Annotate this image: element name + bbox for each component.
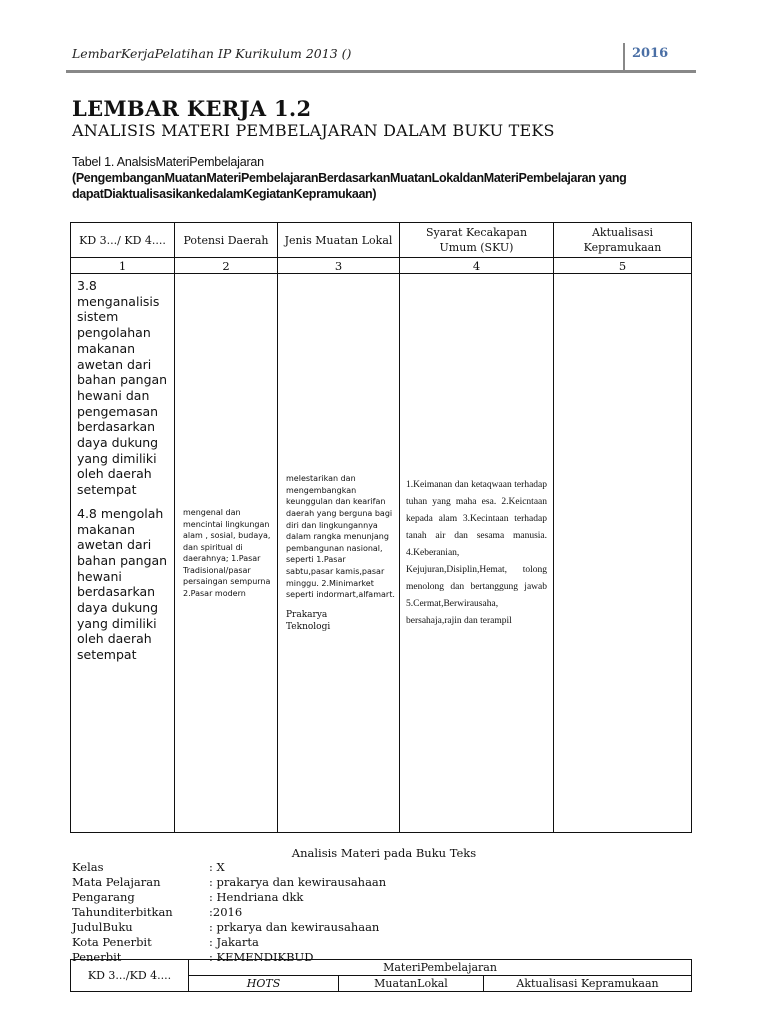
info-row bbox=[72, 920, 386, 935]
header-rule bbox=[66, 70, 696, 73]
table-caption-line3: dapatDiaktualisasikankedalamKegiatanKepramukaan) bbox=[72, 187, 377, 201]
table-caption-line2: (PengembanganMuatanMateriPembelajaranBerdasarkanMuatanLokaldanMateriPembelajaran yang bbox=[72, 171, 627, 185]
page-title: LEMBAR KERJA 1.2 bbox=[72, 96, 312, 121]
header-jenis: Jenis Muatan Lokal bbox=[278, 223, 400, 258]
col-number: 1 bbox=[71, 258, 175, 274]
table-caption bbox=[72, 154, 626, 202]
jenis-extra-1: Prakarya bbox=[286, 609, 328, 620]
book-info bbox=[72, 860, 386, 965]
info-label: Kota Penerbit bbox=[72, 935, 152, 949]
col-number: 5 bbox=[554, 258, 692, 274]
info-value: : KEMENDIKBUD bbox=[209, 950, 314, 964]
info-value: : X bbox=[209, 860, 225, 874]
header-sku: Syarat Kecakapan Umum (SKU) bbox=[400, 223, 554, 258]
info-value: : Hendriana dkk bbox=[209, 890, 304, 904]
header-text: LembarKerjaPelatihan IP Kurikulum 2013 () bbox=[72, 46, 352, 61]
table-row bbox=[71, 274, 692, 833]
analisis-title: Analisis Materi pada Buku Teks bbox=[291, 846, 477, 860]
materi-hots-header: HOTS bbox=[189, 976, 339, 992]
info-value: : Jakarta bbox=[209, 935, 259, 949]
jenis-text: melestarikan dan mengembangkan keunggulan dan kearifan daerah yang berguna bagi diri dan lingkungannya dalam rangka menunjang pembangunan nasional, seperti 1.Pasar sabtu,pasar kamis,pasar minggu. 2.Minimarket seperti indormart,alfamart. bbox=[286, 474, 395, 600]
info-label: JudulBuku bbox=[72, 920, 133, 934]
col-number: 2 bbox=[175, 258, 278, 274]
col-number: 3 bbox=[278, 258, 400, 274]
analysis-table bbox=[70, 222, 692, 833]
table-header-row bbox=[71, 223, 692, 258]
materi-aktualisasi-header: Aktualisasi Kepramukaan bbox=[484, 976, 692, 992]
materi-muatan-header: MuatanLokal bbox=[339, 976, 484, 992]
table-number-row bbox=[71, 258, 692, 274]
kd-cell bbox=[71, 274, 175, 833]
materi-kd-header: KD 3.../KD 4.... bbox=[71, 960, 189, 992]
materi-pembelajaran-header: MateriPembelajaran bbox=[189, 960, 692, 976]
info-value: : prkarya dan kewirausahaan bbox=[209, 920, 380, 934]
info-row bbox=[72, 860, 386, 875]
jenis-cell bbox=[278, 274, 400, 833]
aktualisasi-cell bbox=[554, 274, 692, 833]
info-label: Pengarang bbox=[72, 890, 135, 904]
potensi-cell: mengenal dan mencintai lingkungan alam , sosial, budaya, dan spiritual di daerahnya; 1.Pasar Tradisional/pasar persaingan sempurna 2.Pasar modern bbox=[175, 274, 278, 833]
info-label: Penerbit bbox=[72, 950, 122, 964]
info-value: : prakarya dan kewirausahaan bbox=[209, 875, 387, 889]
header-potensi: Potensi Daerah bbox=[175, 223, 278, 258]
kd-4-text: 4.8 mengolah makanan awetan dari bahan pangan hewani berdasarkan daya dukung yang dimiliki oleh daerah setempat bbox=[77, 505, 168, 663]
header-year: 2016 bbox=[632, 46, 669, 61]
info-row bbox=[72, 875, 386, 890]
info-label: Tahunditerbitkan bbox=[72, 905, 173, 919]
page-subtitle: ANALISIS MATERI PEMBELAJARAN DALAM BUKU TEKS bbox=[72, 121, 555, 140]
info-row bbox=[72, 935, 386, 950]
kd-3-text: 3.8 menganalisis sistem pengolahan makanan awetan dari bahan pangan hewani dan pengemasan berdasarkan daya dukung yang dimiliki oleh daerah setempat bbox=[77, 278, 168, 498]
table-caption-line1: Tabel 1. AnalsisMateriPembelajaran bbox=[72, 155, 264, 169]
info-row bbox=[72, 890, 386, 905]
header-divider bbox=[623, 43, 625, 70]
materi-table bbox=[70, 959, 692, 992]
info-row bbox=[72, 905, 386, 920]
sku-cell: 1.Keimanan dan ketaqwaan terhadap tuhan yang maha esa. 2.Keicntaan kepada alam 3.Kecintaan terhadap tanah air dan sesama manusia. 4.Keberanian, Kejujuran,Disiplin,Hemat, tolong menolong dan bertanggung jawab 5.Cermat,Berwirausaha, bersahaja,rajin dan terampil bbox=[400, 274, 554, 833]
header-kd: KD 3.../ KD 4.... bbox=[71, 223, 175, 258]
jenis-extra bbox=[286, 609, 395, 633]
jenis-extra-2: Teknologi bbox=[286, 621, 331, 632]
info-label: Kelas bbox=[72, 860, 104, 874]
info-label: Mata Pelajaran bbox=[72, 875, 161, 889]
materi-header-row bbox=[71, 960, 692, 976]
col-number: 4 bbox=[400, 258, 554, 274]
header-aktualisasi: Aktualisasi Kepramukaan bbox=[554, 223, 692, 258]
info-value: :2016 bbox=[209, 905, 243, 919]
